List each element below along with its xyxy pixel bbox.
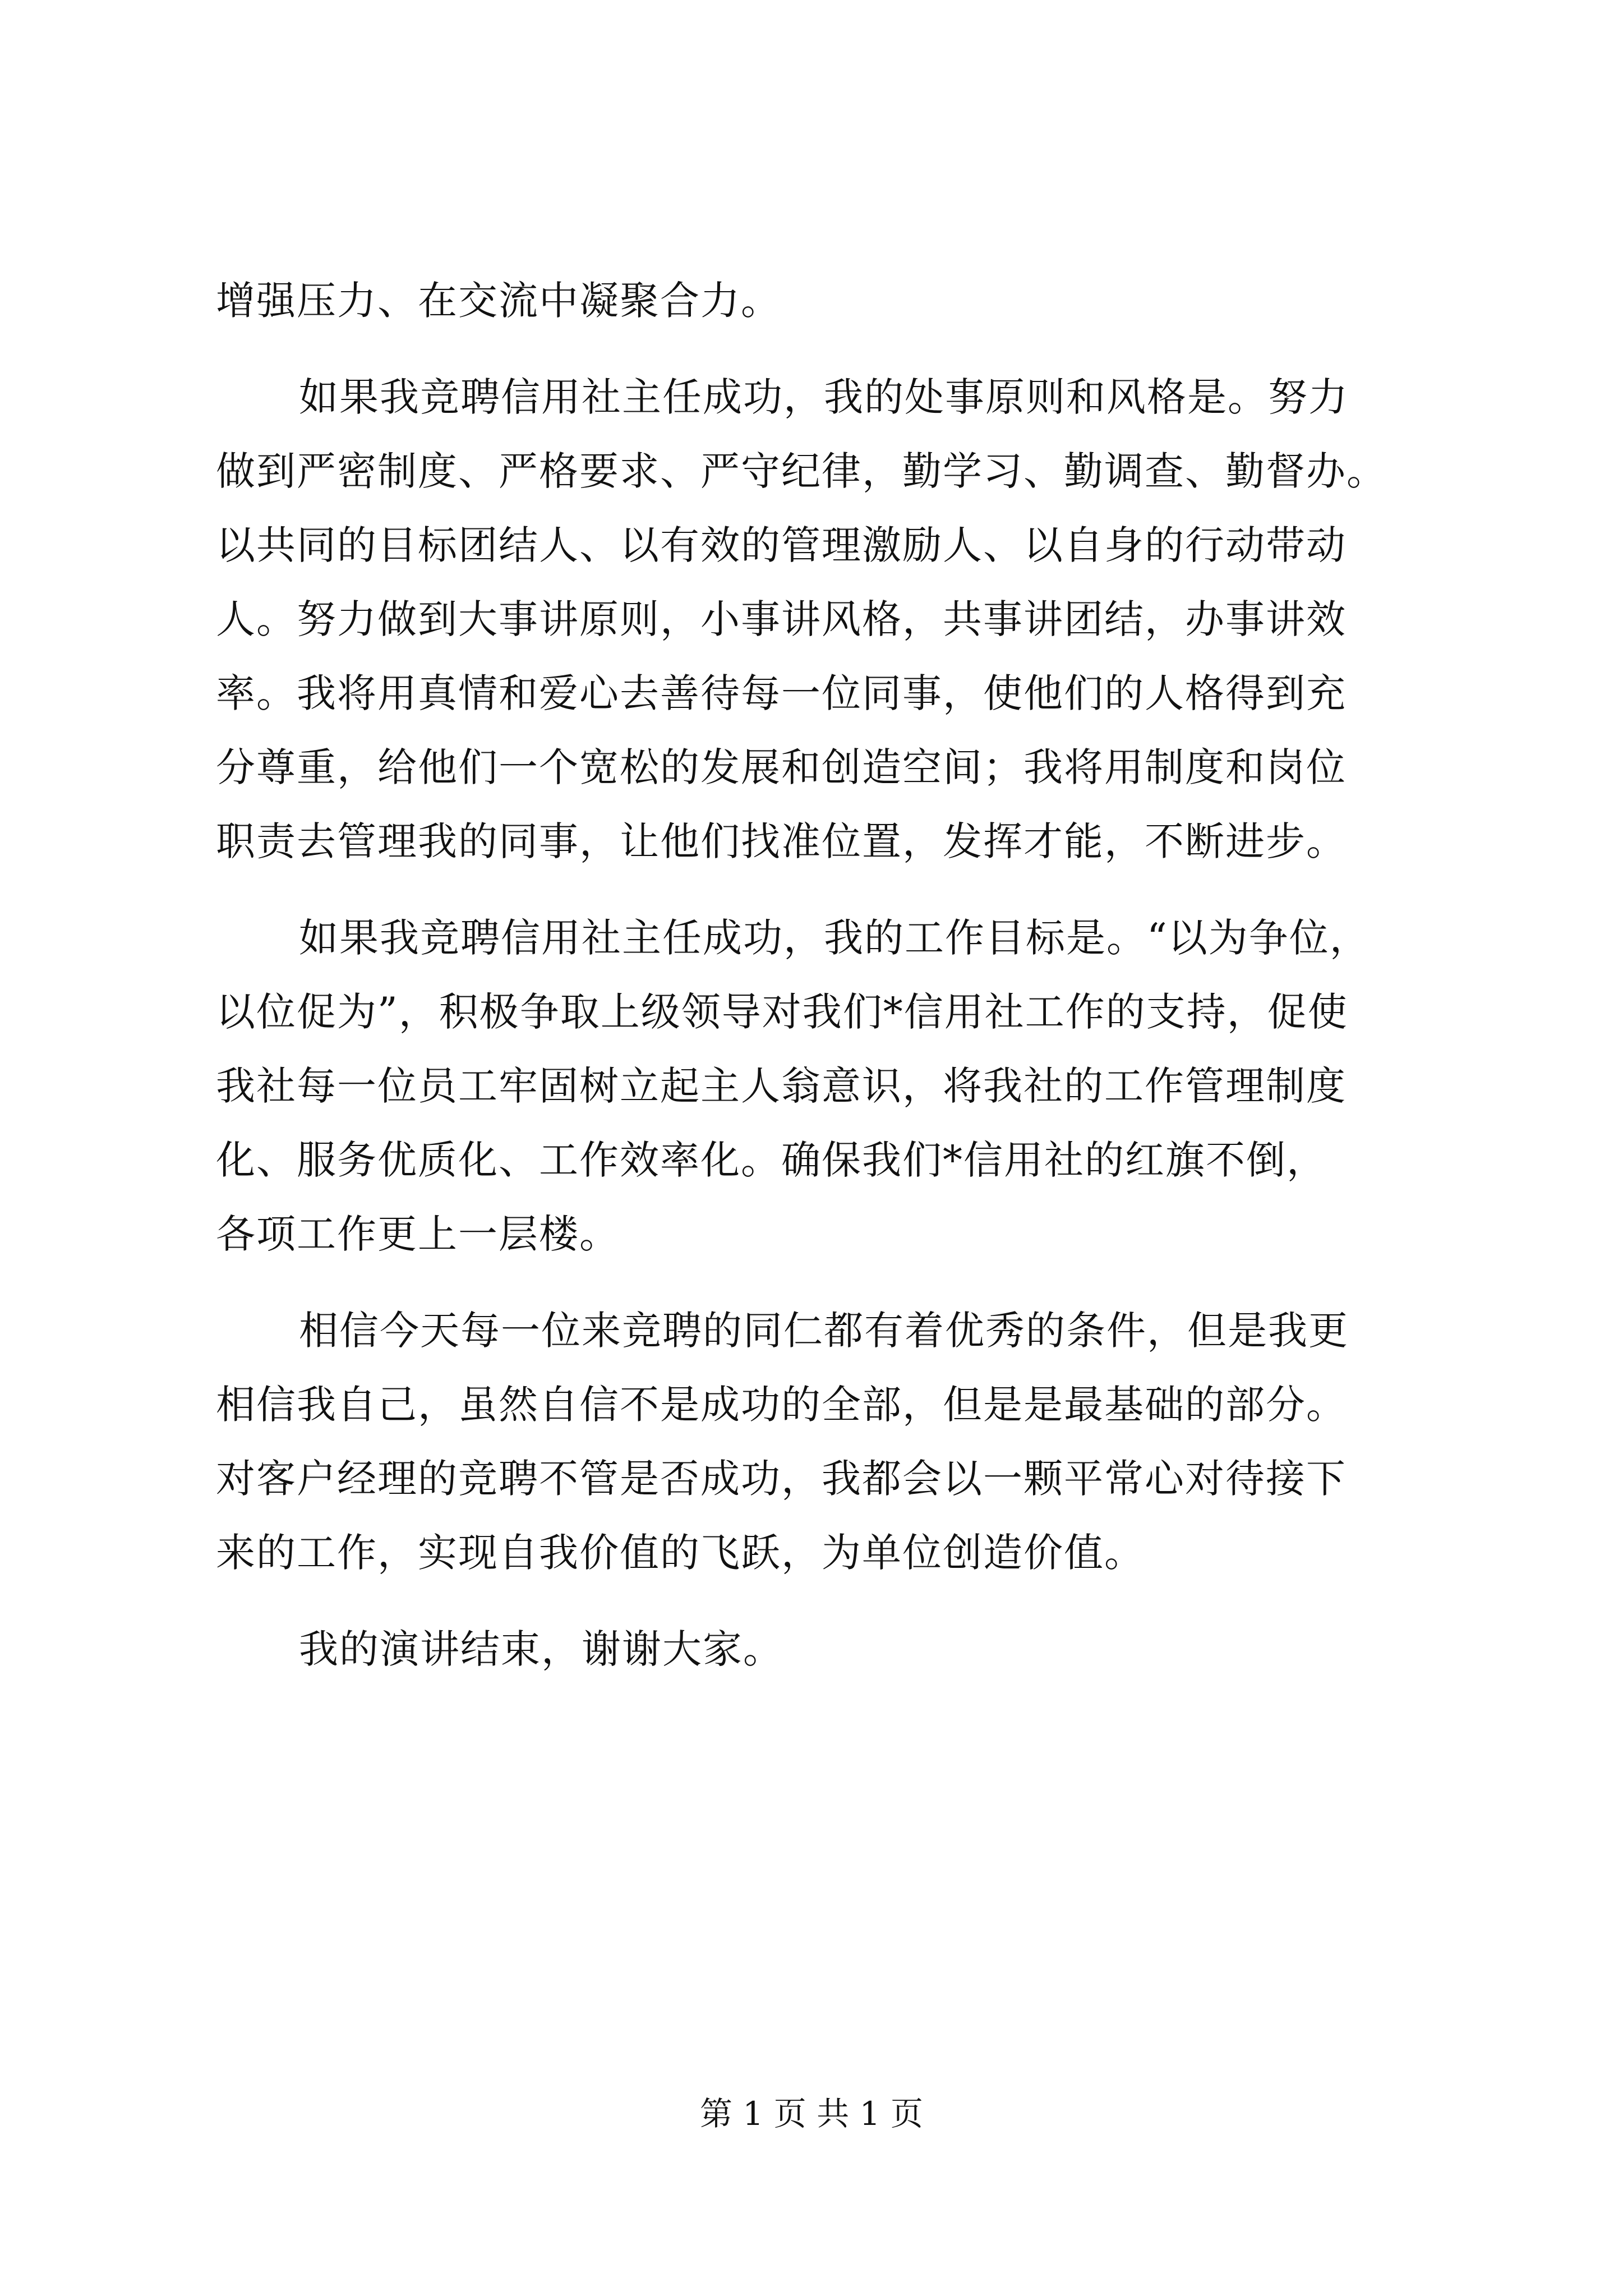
text-line: 人。努力做到大事讲原则，小事讲风格，共事讲团结，办事讲效 <box>216 596 1347 642</box>
text-line: 以位促为”，积极争取上级领导对我们*信用社工作的支持，促使 <box>216 989 1348 1035</box>
text-line: 分尊重，给他们一个宽松的发展和创造空间；我将用制度和岗位 <box>216 744 1347 790</box>
text-line: 如果我竞聘信用社主任成功，我的工作目标是。“以为争位， <box>299 915 1370 961</box>
page-footer: 第 1 页 共 1 页 <box>700 2095 923 2133</box>
text-line: 职责去管理我的同事，让他们找准位置，发挥才能，不断进步。 <box>216 818 1347 864</box>
text-line: 我社每一位员工牢固树立起主人翁意识，将我社的工作管理制度 <box>216 1063 1347 1109</box>
text-line: 增强压力、在交流中凝聚合力。 <box>216 278 781 324</box>
text-line: 率。我将用真情和爱心去善待每一位同事，使他们的人格得到充 <box>216 670 1347 716</box>
text-line: 相信我自己，虽然自信不是成功的全部，但是是最基础的部分。 <box>216 1382 1347 1428</box>
text-line: 以共同的目标团结人、以有效的管理激励人、以自身的行动带动 <box>216 522 1347 568</box>
text-line: 各项工作更上一层楼。 <box>216 1211 620 1257</box>
text-line: 如果我竞聘信用社主任成功，我的处事原则和风格是。努力 <box>299 374 1349 420</box>
text-line: 做到严密制度、严格要求、严守纪律，勤学习、勤调查、勤督办。 <box>216 448 1387 494</box>
text-line: 对客户经理的竞聘不管是否成功，我都会以一颗平常心对待接下 <box>216 1456 1347 1502</box>
document-body <box>216 264 1416 1686</box>
text-line: 相信今天每一位来竞聘的同仁都有着优秀的条件，但是我更 <box>299 1308 1349 1354</box>
text-line: 化、服务优质化、工作效率化。确保我们*信用社的红旗不倒， <box>216 1137 1327 1183</box>
text-line: 我的演讲结束，谢谢大家。 <box>299 1626 783 1672</box>
text-line: 来的工作，实现自我价值的飞跃，为单位创造价值。 <box>216 1530 1145 1576</box>
